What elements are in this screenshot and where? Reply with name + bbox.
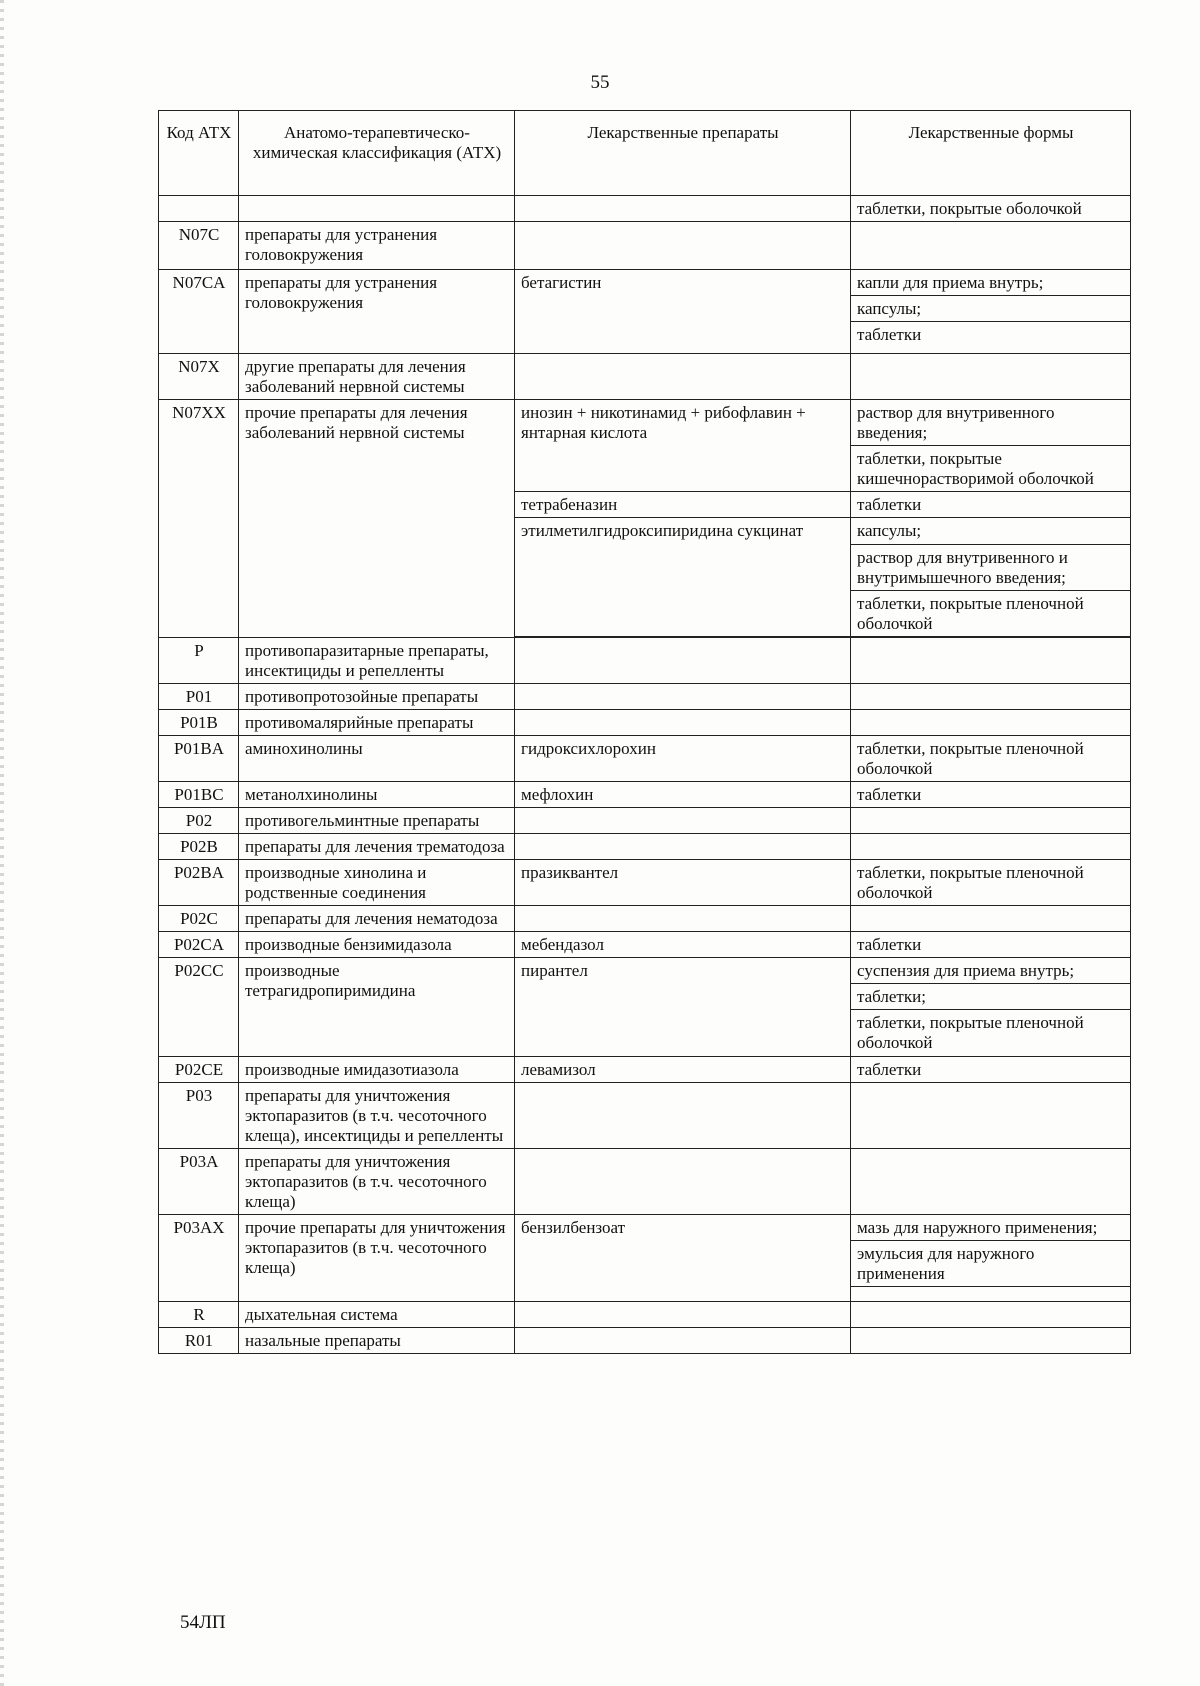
class-cell: назальные препараты: [239, 1328, 515, 1354]
drug-cell: [515, 196, 851, 222]
form-cell: [851, 1082, 1131, 1148]
page-number: 55: [590, 72, 610, 93]
class-cell: аминохинолины: [239, 735, 515, 781]
table-row: [159, 1148, 1131, 1214]
code-cell: P02CC: [159, 958, 239, 1056]
form-cell: мазь для наружного применения;: [851, 1214, 1131, 1240]
form-cell: раствор для внутривенного и внутримышечного введения;: [851, 544, 1131, 590]
table-row: [159, 683, 1131, 709]
drug-cell: тетрабеназин: [515, 492, 851, 518]
form-cell: таблетки, покрытые пленочной оболочкой: [851, 590, 1131, 636]
form-cell: капли для приема внутрь;: [851, 270, 1131, 296]
header-forms: Лекарственные формы: [851, 111, 1131, 196]
code-cell: P03A: [159, 1148, 239, 1214]
form-cell: таблетки, покрытые пленочной оболочкой: [851, 860, 1131, 906]
table-row: [159, 354, 1131, 400]
class-cell: производные тетрагидропиримидина: [239, 958, 515, 1056]
form-cell: [851, 683, 1131, 709]
drug-cell: [515, 222, 851, 270]
code-cell: P02BA: [159, 860, 239, 906]
form-cell: капсулы;: [851, 296, 1131, 322]
code-cell: P: [159, 637, 239, 683]
form-cell: [851, 637, 1131, 683]
code-cell: P01BC: [159, 781, 239, 807]
table-row: [159, 1082, 1131, 1148]
form-cell: [851, 354, 1131, 400]
code-cell: P02CA: [159, 932, 239, 958]
drug-cell: этилметилгидроксипиридина сукцинат: [515, 518, 851, 636]
form-cell: таблетки: [851, 322, 1131, 354]
table-row: [159, 958, 1131, 984]
drug-cell: [515, 354, 851, 400]
drug-cell: мебендазол: [515, 932, 851, 958]
form-cell: таблетки, покрытые пленочной оболочкой: [851, 1010, 1131, 1056]
footer-code: 54ЛП: [180, 1612, 226, 1633]
drug-cell: [515, 637, 851, 683]
form-cell: таблетки: [851, 492, 1131, 518]
class-cell: противопаразитарные препараты, инсектициды и репелленты: [239, 637, 515, 683]
class-cell: производные хинолина и родственные соединения: [239, 860, 515, 906]
class-cell: препараты для устранения головокружения: [239, 270, 515, 354]
class-cell: препараты для уничтожения эктопаразитов (в т.ч. чесоточного клеща): [239, 1148, 515, 1214]
table-row: [159, 270, 1131, 296]
table-header: [159, 111, 1131, 196]
header-classification: Анатомо-терапевтическо-химическая классификация (АТХ): [239, 111, 515, 196]
drug-cell: инозин + никотинамид + рибофлавин + янтарная кислота: [515, 400, 851, 492]
code-cell: [159, 196, 239, 222]
class-cell: производные имидазотиазола: [239, 1056, 515, 1082]
form-cell: таблетки, покрытые пленочной оболочкой: [851, 735, 1131, 781]
form-cell: [851, 1286, 1131, 1301]
drug-cell: [515, 1148, 851, 1214]
code-cell: N07C: [159, 222, 239, 270]
drug-cell: [515, 906, 851, 932]
class-cell: противогельминтные препараты: [239, 808, 515, 834]
table-row: [159, 1301, 1131, 1327]
drug-cell: [515, 808, 851, 834]
table-row: [159, 808, 1131, 834]
class-cell: производные бензимидазола: [239, 932, 515, 958]
class-cell: препараты для лечения нематодоза: [239, 906, 515, 932]
table-row: [159, 781, 1131, 807]
header-code: Код АТХ: [159, 111, 239, 196]
drug-cell: [515, 834, 851, 860]
form-cell: таблетки: [851, 932, 1131, 958]
code-cell: P02B: [159, 834, 239, 860]
drug-cell: [515, 1301, 851, 1327]
code-cell: N07CA: [159, 270, 239, 354]
class-cell: [239, 196, 515, 222]
table-row: [159, 637, 1131, 683]
drug-cell: [515, 1328, 851, 1354]
class-cell: препараты для уничтожения эктопаразитов (в т.ч. чесоточного клеща), инсектициды и репелленты: [239, 1082, 515, 1148]
form-cell: [851, 1301, 1131, 1327]
table-row: [159, 860, 1131, 906]
form-cell: [851, 834, 1131, 860]
code-cell: P02C: [159, 906, 239, 932]
drug-cell: бензилбензоат: [515, 1214, 851, 1301]
code-cell: P03: [159, 1082, 239, 1148]
table-row: [159, 1056, 1131, 1082]
form-cell: таблетки;: [851, 984, 1131, 1010]
form-cell: [851, 906, 1131, 932]
drug-cell: празиквантел: [515, 860, 851, 906]
form-cell: раствор для внутривенного введения;: [851, 400, 1131, 446]
table-row: [159, 1328, 1131, 1354]
class-cell: препараты для лечения трематодоза: [239, 834, 515, 860]
code-cell: R: [159, 1301, 239, 1327]
scan-edge-artifact: [0, 0, 4, 1686]
class-cell: препараты для устранения головокружения: [239, 222, 515, 270]
code-cell: P02CE: [159, 1056, 239, 1082]
drug-cell: гидроксихлорохин: [515, 735, 851, 781]
table-row: [159, 932, 1131, 958]
code-cell: P01: [159, 683, 239, 709]
form-cell: капсулы;: [851, 518, 1131, 544]
class-cell: прочие препараты для лечения заболеваний нервной системы: [239, 400, 515, 637]
drug-cell: [515, 709, 851, 735]
class-cell: прочие препараты для уничтожения эктопаразитов (в т.ч. чесоточного клеща): [239, 1214, 515, 1301]
form-cell: таблетки: [851, 781, 1131, 807]
form-cell: [851, 709, 1131, 735]
drug-cell: [515, 683, 851, 709]
form-cell: суспензия для приема внутрь;: [851, 958, 1131, 984]
form-cell: эмульсия для наружного применения: [851, 1240, 1131, 1286]
table-row: [159, 735, 1131, 781]
drug-cell: бетагистин: [515, 270, 851, 354]
form-cell: таблетки, покрытые оболочкой: [851, 196, 1131, 222]
table-row: [159, 400, 1131, 446]
table-row: [159, 196, 1131, 222]
code-cell: N07XX: [159, 400, 239, 637]
form-cell: таблетки: [851, 1056, 1131, 1082]
code-cell: P01BA: [159, 735, 239, 781]
drug-cell: мефлохин: [515, 781, 851, 807]
code-cell: P02: [159, 808, 239, 834]
table-row: [159, 709, 1131, 735]
header-drugs: Лекарственные препараты: [515, 111, 851, 196]
drug-cell: [515, 1082, 851, 1148]
form-cell: [851, 1328, 1131, 1354]
atx-table: [158, 110, 1131, 1354]
table-row: [159, 906, 1131, 932]
drug-cell: пирантел: [515, 958, 851, 1056]
code-cell: N07X: [159, 354, 239, 400]
class-cell: противомалярийные препараты: [239, 709, 515, 735]
class-cell: противопротозойные препараты: [239, 683, 515, 709]
class-cell: дыхательная система: [239, 1301, 515, 1327]
code-cell: R01: [159, 1328, 239, 1354]
table-row: [159, 1214, 1131, 1240]
class-cell: метанолхинолины: [239, 781, 515, 807]
drug-cell: левамизол: [515, 1056, 851, 1082]
form-cell: [851, 1148, 1131, 1214]
code-cell: P01B: [159, 709, 239, 735]
code-cell: P03AX: [159, 1214, 239, 1301]
table-row: [159, 834, 1131, 860]
table-row: [159, 222, 1131, 270]
form-cell: [851, 222, 1131, 270]
form-cell: [851, 808, 1131, 834]
class-cell: другие препараты для лечения заболеваний нервной системы: [239, 354, 515, 400]
form-cell: таблетки, покрытые кишечнорастворимой оболочкой: [851, 446, 1131, 492]
